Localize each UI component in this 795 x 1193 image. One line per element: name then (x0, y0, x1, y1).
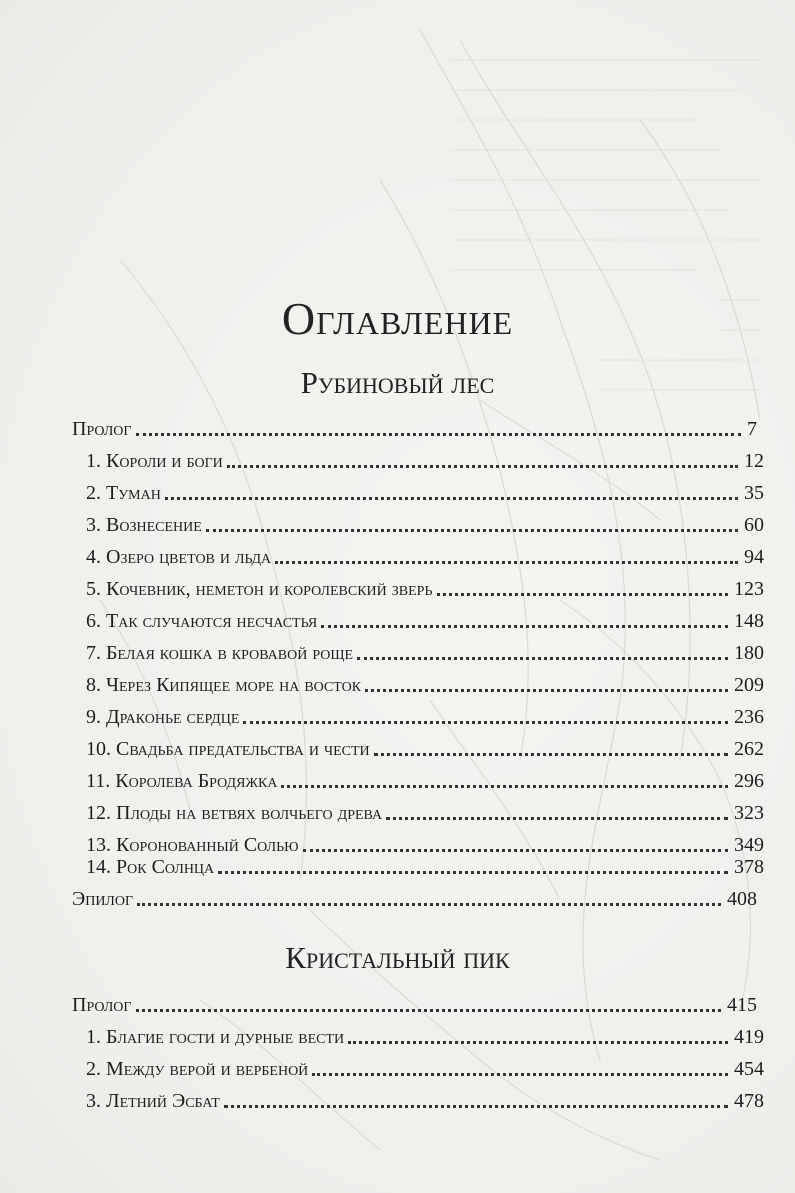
entry-label: 6. Так случаются несчастья (86, 610, 318, 632)
entry-label: Пролог (72, 418, 132, 440)
toc-entry[interactable] (79, 766, 764, 796)
entry-page: 60 (744, 514, 764, 536)
toc-entry[interactable] (79, 478, 764, 508)
dot-leader (206, 529, 738, 532)
dot-leader (348, 1041, 728, 1044)
entry-label: 13. Коронованный Солью (86, 834, 299, 856)
toc-entry[interactable] (79, 1086, 764, 1116)
dot-leader (243, 721, 728, 724)
dot-leader (136, 433, 741, 436)
entry-page: 454 (734, 1058, 764, 1080)
dot-leader (165, 497, 738, 500)
entry-label: 5. Кочевник, неметон и королевский зверь (86, 578, 433, 600)
toc-entry[interactable] (79, 1022, 764, 1052)
toc-entry[interactable] (79, 606, 764, 636)
dot-leader (312, 1073, 728, 1076)
entry-label: 4. Озеро цветов и льда (86, 546, 272, 568)
toc-entry[interactable] (79, 510, 764, 540)
toc-entry[interactable] (79, 446, 764, 476)
entry-page: 236 (734, 706, 764, 728)
entry-page: 419 (734, 1026, 764, 1048)
toc-entry[interactable] (79, 798, 764, 828)
entry-label: 12. Плоды на ветвях волчьего древа (86, 802, 383, 824)
dot-leader (386, 817, 728, 820)
dot-leader (224, 1105, 728, 1108)
toc-entry[interactable] (79, 734, 764, 764)
entry-page: 408 (727, 888, 757, 910)
entry-page: 209 (734, 674, 764, 696)
entry-page: 296 (734, 770, 764, 792)
dot-leader (357, 657, 728, 660)
toc-entry[interactable] (79, 574, 764, 604)
toc-entry[interactable] (79, 542, 764, 572)
entry-page: 262 (734, 738, 764, 760)
entry-page: 35 (744, 482, 764, 504)
dot-leader (281, 785, 728, 788)
entry-label: 3. Летний Эсбат (86, 1090, 220, 1112)
entry-label: 1. Короли и боги (86, 450, 223, 472)
entry-page: 478 (734, 1090, 764, 1112)
dot-leader (321, 625, 728, 628)
entry-page: 180 (734, 642, 764, 664)
entry-label: 8. Через Кипящее море на восток (86, 674, 362, 696)
entry-label: 1. Благие гости и дурные вести (86, 1026, 345, 1048)
dot-leader (374, 753, 728, 756)
part-title-2: Кристальный пик (285, 940, 510, 975)
entry-page: 94 (744, 546, 764, 568)
entry-label: Пролог (72, 994, 132, 1016)
part-title-1: Рубиновый лес (300, 365, 495, 400)
entry-label: 2. Между верой и вербеной (86, 1058, 309, 1080)
dot-leader (136, 1009, 721, 1012)
page-title: Оглавление (281, 293, 514, 344)
toc-entry[interactable] (72, 884, 757, 914)
entry-page: 378 (734, 856, 764, 878)
toc-entry[interactable] (72, 414, 757, 444)
entry-label: 3. Вознесение (86, 514, 202, 536)
dot-leader (137, 903, 721, 906)
entry-page: 415 (727, 994, 757, 1016)
entry-label: 2. Туман (86, 482, 161, 504)
dot-leader (437, 593, 729, 596)
entry-page: 148 (734, 610, 764, 632)
entry-label: 10. Свадьба предательства и чести (86, 738, 370, 760)
entry-page: 7 (747, 418, 757, 440)
entry-label: 9. Драконье сердце (86, 706, 240, 728)
toc-entry[interactable] (79, 852, 764, 882)
entry-label: 7. Белая кошка в кровавой роще (86, 642, 354, 664)
dot-leader (227, 465, 738, 468)
entry-label: 14. Рок Солнца (86, 856, 215, 878)
dot-leader (365, 689, 728, 692)
entry-page: 349 (734, 834, 764, 856)
entry-page: 323 (734, 802, 764, 824)
toc-entry[interactable] (79, 638, 764, 668)
entry-page: 12 (744, 450, 764, 472)
entry-label: Эпилог (72, 888, 134, 910)
toc-entry[interactable] (79, 670, 764, 700)
dot-leader (275, 561, 738, 564)
entry-page: 123 (734, 578, 764, 600)
dot-leader (218, 871, 728, 874)
entry-label: 11. Королева Бродяжка (86, 770, 278, 792)
toc-entry[interactable] (79, 1054, 764, 1084)
toc-entry[interactable] (72, 990, 757, 1020)
toc-entry[interactable] (79, 702, 764, 732)
